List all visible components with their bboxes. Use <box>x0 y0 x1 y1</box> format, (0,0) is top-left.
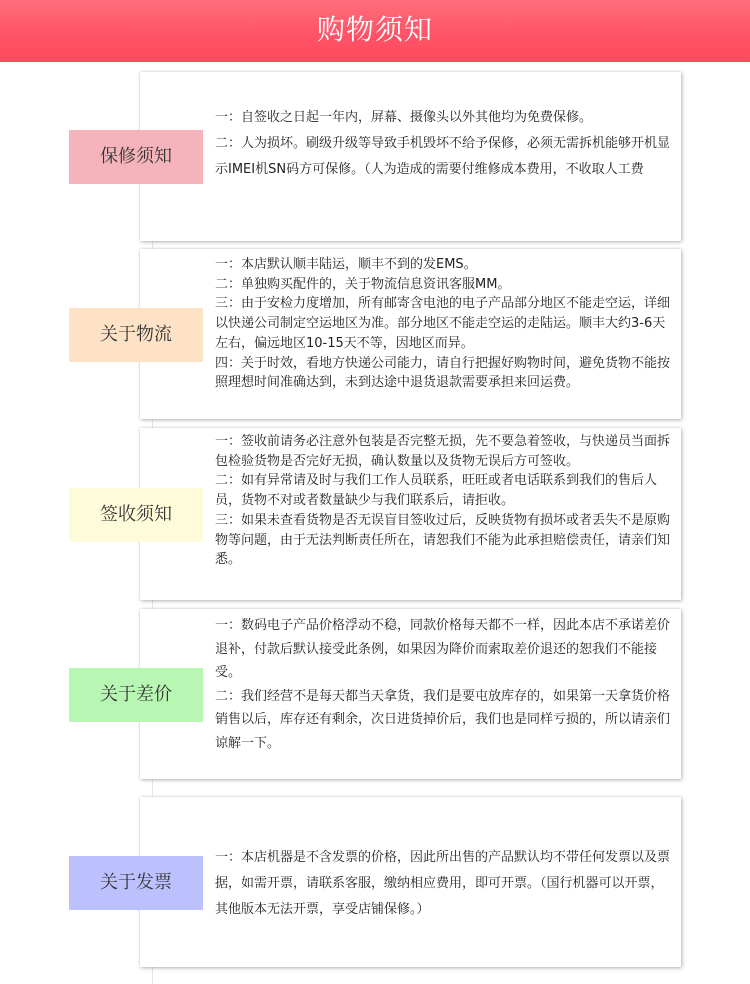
label-price: 关于差价 <box>69 668 203 722</box>
price-item-2: 二：我们经营不是每天都当天拿货，我们是要屯放库存的，如果第一天拿货价格销售以后，库存还有剩余，次日进货掉价后，我们也是同样亏损的，所以请亲们谅解一下。 <box>215 688 671 751</box>
invoice-item-1: 一：本店机器是不含发票的价格，因此所出售的产品默认均不带任何发票以及票据，如需开票，请联系客服，缴纳相应费用，即可开票。（国行机器可以开票，其他版本无法开票，享受店铺保修。） <box>215 850 671 917</box>
logistics-item-2: 二：单独购买配件的，关于物流信息资讯客服MM。 <box>215 276 511 292</box>
invoice-card <box>140 797 681 967</box>
invoice-text <box>215 845 675 923</box>
label-invoice: 关于发票 <box>69 856 203 910</box>
page-title: 购物须知 <box>316 13 433 46</box>
label-receipt: 签收须知 <box>69 488 203 542</box>
logistics-item-3: 三：由于安检力度增加，所有邮寄含电池的电子产品部分地区不能走空运，详细以快递公司制定空运地区为准。部分地区不能走空运的走陆运。顺丰大约3-6天左右，偏远地区10-15天不等，因地区而异。 <box>215 296 671 351</box>
label-warranty: 保修须知 <box>69 130 203 184</box>
warranty-item-2: 二：人为损坏。刷级升级等导致手机毁坏不给予保修，必须无需拆机能够开机显示IMEI机SN码方可保修。（人为造成的需要付维修成本费用，不收取人工费 <box>215 136 671 177</box>
warranty-text <box>215 105 675 183</box>
warranty-card <box>140 72 681 241</box>
receipt-card <box>140 428 681 600</box>
price-card <box>140 609 681 779</box>
logistics-item-1: 一：本店默认顺丰陆运，顺丰不到的发EMS。 <box>215 257 477 272</box>
price-text <box>215 614 675 756</box>
receipt-item-1: 一：签收前请务必注意外包装是否完整无损，先不要急着签收，与快递员当面拆包检验货物是否完好无损，确认数量以及货物无误后方可签收。 <box>215 434 671 469</box>
receipt-item-3: 三：如果未查看货物是否无误盲目签收过后，反映货物有损坏或者丢失不是原购物等问题，由于无法判断责任所在，请恕我们不能为此承担赔偿责任，请亲们知悉。 <box>215 512 671 568</box>
price-item-1: 一：数码电子产品价格浮动不稳，同款价格每天都不一样，因此本店不承诺差价退补，付款后默认接受此条例，如果因为降价而索取差价退还的恕我们不能接受。 <box>215 618 671 681</box>
logistics-card <box>140 249 681 419</box>
warranty-item-1: 一：自签收之日起一年内，屏幕、摄像头以外其他均为免费保修。 <box>215 110 593 125</box>
label-logistics: 关于物流 <box>69 308 203 362</box>
receipt-text <box>215 432 675 570</box>
logistics-text <box>215 255 675 393</box>
logistics-item-4: 四：关于时效，看地方快递公司能力，请自行把握好购物时间，避免货物不能按照理想时间准确达到，未到达途中退货退款需要承担来回运费。 <box>215 355 671 391</box>
receipt-item-2: 二：如有异常请及时与我们工作人员联系，旺旺或者电话联系到我们的售后人员，货物不对或者数量缺少与我们联系后，请拒收。 <box>215 473 658 509</box>
